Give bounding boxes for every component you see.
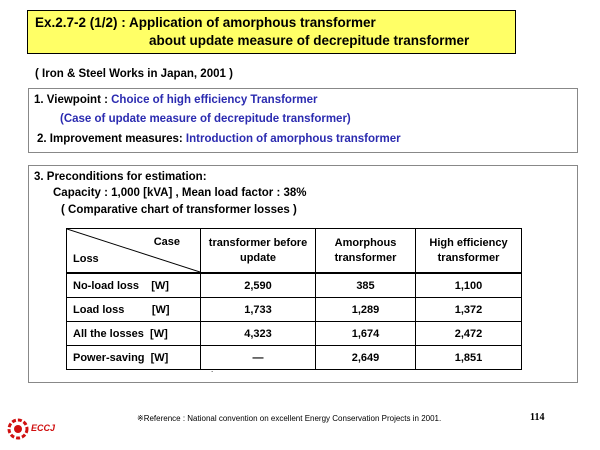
column-header: High efficiency transformer xyxy=(416,229,522,274)
corner-case-label: Case xyxy=(153,236,180,248)
viewpoint-value: Choice of high efficiency Transformer xyxy=(111,94,318,106)
page-number: 114 xyxy=(530,412,545,423)
column-header: transformer before update xyxy=(201,229,316,274)
table-row xyxy=(67,298,522,322)
table-cell: 2,472 xyxy=(416,322,522,346)
table-corner-cell xyxy=(67,229,201,274)
table-cell: 1,100 xyxy=(416,273,522,298)
subtitle: ( Iron & Steel Works in Japan, 2001 ) xyxy=(35,68,233,80)
table-cell: 4,323 xyxy=(201,322,316,346)
row-label: All the losses [W] xyxy=(67,322,201,346)
viewpoint-label: Viewpoint : xyxy=(46,94,112,106)
chart-title: ( Comparative chart of transformer losses ) xyxy=(61,204,297,216)
table-cell: 1,851 xyxy=(416,346,522,370)
improvement-value: Introduction of amorphous transformer xyxy=(185,133,401,145)
title-line-2: about update measure of decrepitude transformer xyxy=(149,33,470,48)
preconditions-heading: 3. Preconditions for estimation: xyxy=(34,171,207,183)
reference-note: ※Reference : National convention on excellent Energy Conservation Projects in 2001. xyxy=(137,414,442,423)
stray-dot: . xyxy=(211,365,214,374)
table-cell: — xyxy=(201,346,316,370)
table-row xyxy=(67,346,522,370)
loss-table xyxy=(66,228,522,370)
logo-text: ECCJ xyxy=(31,423,56,433)
slide-title xyxy=(27,10,516,54)
improvement-line xyxy=(37,133,401,145)
capacity-line: Capacity : 1,000 [kVA] , Mean load factor : 38% xyxy=(53,187,307,199)
table-cell: 2,590 xyxy=(201,273,316,298)
row-label: Load loss [W] xyxy=(67,298,201,322)
table-row xyxy=(67,273,522,298)
table-cell: 2,649 xyxy=(316,346,416,370)
row-label: No-load loss [W] xyxy=(67,273,201,298)
viewpoint-box xyxy=(28,88,578,153)
column-header: Amorphous transformer xyxy=(316,229,416,274)
table-cell: 1,733 xyxy=(201,298,316,322)
row-label: Power-saving [W] xyxy=(67,346,201,370)
table-cell: 1,372 xyxy=(416,298,522,322)
title-line-1: Ex.2.7-2 (1/2) : Application of amorphous transformer xyxy=(35,15,376,30)
improvement-label: 2. Improvement measures: xyxy=(37,133,186,145)
viewpoint-number: 1. xyxy=(34,94,44,106)
viewpoint-sub: (Case of update measure of decrepitude transformer) xyxy=(60,113,351,125)
eccj-logo-icon xyxy=(6,418,30,440)
table-cell: 1,674 xyxy=(316,322,416,346)
table-cell: 385 xyxy=(316,273,416,298)
table-header-row xyxy=(67,229,522,274)
viewpoint-line xyxy=(34,94,318,106)
table-cell: 1,289 xyxy=(316,298,416,322)
table-row xyxy=(67,322,522,346)
corner-loss-label: Loss xyxy=(73,253,99,265)
